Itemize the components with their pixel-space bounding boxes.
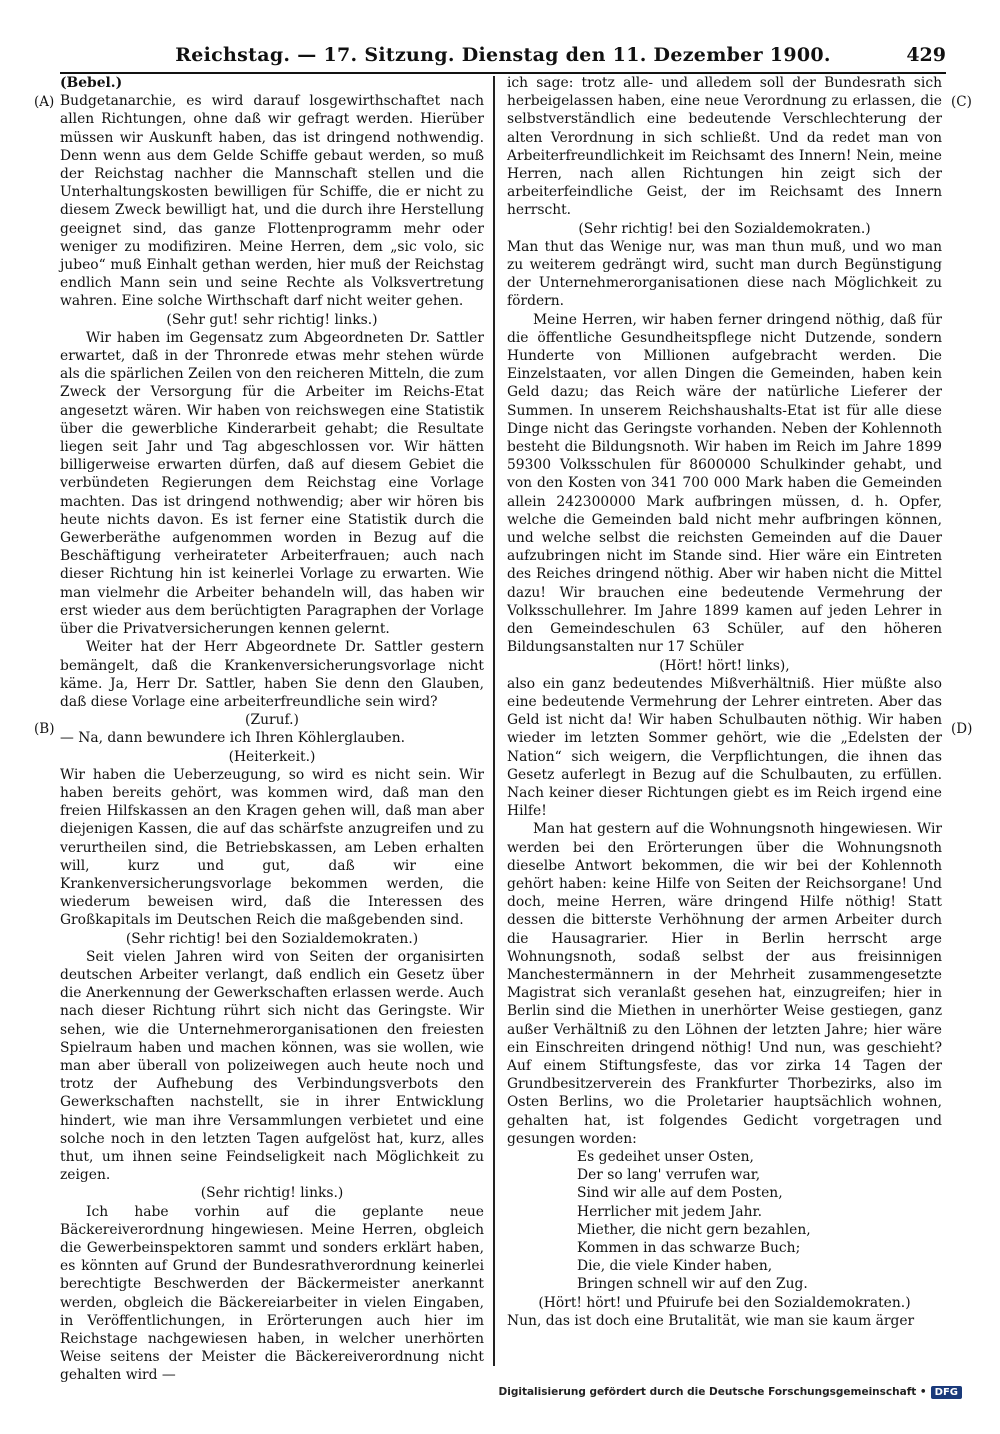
interjection: (Zuruf.): [245, 712, 299, 729]
left-column: [60, 74, 484, 1384]
credit-text: Digitalisierung gefördert durch die Deutsche Forschungsgemeinschaft •: [498, 1386, 927, 1398]
running-title: Reichstag. — 17. Sitzung. Dienstag den 11. Dezember 1900.: [175, 44, 831, 66]
page-number: 429: [906, 44, 946, 66]
paragraph: Wir haben im Gegensatz zum Abgeordneten Dr. Sattler erwartet, daß in der Thronrede etwas mehr stehen würde als die spärlichen Zeilen von den reicheren Mitteln, die zum Zweck der Versorgung für die Arbeiter im Reichs-Etat angesetzt wären. Wir haben von reichswegen eine Statistik über die gewerbliche Kinderarbeit gehabt; die Resultate liegen seit Jahr und Tag abgeschlossen vor. Wir hätten billigerweise erwarten dürfen, daß auf diesem Gebiet die verbündeten Regierungen dem Reichstag eine Vorlage machten. Das ist dringend nothwendig; aber wir hören bis heute nichts davon. Es ist ferner eine Statistik durch die Gewerberäthe aufgenommen worden in Bezug auf die Beschäftigung verheirateter Arbeiterfrauen; auch nach dieser Richtung hin ist keinerlei Vorlage zu erwarten. Wie man vielmehr die Arbeiter behandeln will, das haben wir erst wieder aus dem berüchtigten Paragraphen der Vorlage über die Privatversicherungen kennen gelernt.: [60, 329, 484, 638]
paragraph: Weiter hat der Herr Abgeordnete Dr. Sattler gestern bemängelt, daß die Krankenversicherungsvorlage nicht käme. Ja, Herr Dr. Sattler, haben Sie denn den Glauben, daß diese Vorlage eine arbeiterfreundliche sein wird?: [60, 639, 484, 710]
interjection: (Hört! hört! links),: [659, 657, 790, 674]
poem-line: Es gedeihet unser Osten,: [577, 1148, 754, 1165]
interjection: (Hört! hört! und Pfuirufe bei den Sozialdemokraten.): [538, 1294, 911, 1311]
interjection: (Sehr richtig! bei den Sozialdemokraten.): [578, 220, 871, 237]
paragraph: Nun, das ist doch eine Brutalität, wie man sie kaum ärger: [507, 1312, 915, 1329]
paragraph: Meine Herren, wir haben ferner dringend nöthig, daß für die öffentliche Gesundheitspflege nicht Dutzende, sondern Hunderte von Millionen aufgebracht werden. Die Einzelstaaten, vor allen Dingen die Gemeinden, haben kein Geld dazu; das Reich wäre der natürliche Lieferer der Summen. In unserem Reichshaushalts-Etat ist für alle diese Dinge nicht das Geringste vorhanden. Neben der Kohlennoth besteht die Bildungsnoth. Wir haben im Reich im Jahre 1899 59300 Volksschulen für 8600000 Schulkinder gehabt, und von den Kosten von 341 700 000 Mark haben die Gemeinden allein 242300000 Mark aufbringen müssen, d. h. Opfer, welche die Gemeinden bald nicht mehr aufbringen können, und welche selbst die reichsten Gemeinden auf die Dauer aufzubringen nicht im Stande sind. Hier wäre ein Eintreten des Reiches dringend nöthig. Aber wir haben nicht die Mittel dazu! Wir brauchen eine bedeutende Vermehrung der Volksschullehrer. Im Jahre 1899 kamen auf jeden Lehrer in den Gemeindeschulen 63 Schüler, auf den höheren Bildungsanstalten nur 17 Schüler: [507, 311, 942, 656]
digitization-credit: [499, 1386, 962, 1399]
poem-line: Miether, die nicht gern bezahlen,: [577, 1221, 811, 1238]
poem-line: Bringen schnell wir auf den Zug.: [577, 1276, 808, 1293]
poem-line: Die, die viele Kinder haben,: [577, 1258, 773, 1275]
margin-marker-a: (A): [34, 94, 55, 110]
right-column: [507, 74, 942, 1364]
paragraph: — Na, dann bewundere ich Ihren Köhlerglauben.: [60, 730, 406, 747]
paragraph: Seit vielen Jahren wird von Seiten der organisirten deutschen Arbeiter verlangt, daß endlich ein Gesetz über die Anerkennung der Gewerkschaften erlassen werde. Auch nach dieser Richtung rührt sich nicht das Geringste. Wir sehen, wie die Unternehmerorganisationen den freiesten Spielraum haben und machen können, was sie wollen, wie man aber überall von polizeiwegen auch heute noch und trotz der Aufhebung des Verbindungsverbots den Gewerkschaften nachstellt, sie in ihrer Entwicklung hindert, wie man ihre Versammlungen verbietet und eine solche noch in den letzten Tagen aufgelöst hat, kurz, alles thut, um ihnen seine Feindseligkeit nach Möglichkeit zu zeigen.: [60, 948, 484, 1184]
margin-marker-c: (C): [951, 94, 972, 110]
dfg-logo: DFG: [931, 1386, 962, 1399]
interjection: (Heiterkeit.): [228, 748, 316, 765]
poem-line: Herrlicher mit jedem Jahr.: [577, 1203, 763, 1220]
poem-line: Kommen in das schwarze Buch;: [577, 1240, 801, 1256]
paragraph: Ich habe vorhin auf die geplante neue Bäckereiverordnung hingewiesen. Meine Herren, obgleich die Gewerbeinspektoren sammt und sonders erklärt haben, es könnten auf Grund der Bundesrathverordnung keinerlei berechtigte Beschwerden der Bäckermeister anerkannt werden, obgleich die Bäckereiarbeiter in vielen Eingaben, in Veröffentlichungen, in Erörterungen auch hier im Reichstage nachgewiesen haben, in welcher unerhörten Weise seitens der Meister die Bäckereiverordnung nicht gehalten wird —: [60, 1203, 484, 1384]
paragraph: also ein ganz bedeutendes Mißverhältniß. Hier müßte also eine bedeutende Vermehrung der Lehrer eintreten. Aber das Geld ist nicht da! Wir haben Schulbauten nöthig. Wir haben wieder im letzten Sommer gehört, wie die „Edelsten der Nation“ sich weigern, die Verpflichtungen, die ihnen das Gesetz auferlegt in Bezug auf die Schulbauten, zu erfüllen. Nach keiner dieser Richtungen giebt es im Reich irgend eine Hilfe!: [507, 675, 942, 820]
column-divider: [493, 76, 495, 1366]
margin-marker-b: (B): [34, 721, 55, 737]
interjection: (Sehr richtig! links.): [200, 1185, 344, 1202]
paragraph: Wir haben die Ueberzeugung, so wird es nicht sein. Wir haben bereits gehört, was kommen wird, daß man den freien Hilfskassen an den Kragen gehen will, daß man aber diejenigen Kassen, die auf das schärfste anzugreifen und zu verurtheilen sind, die Betriebskassen, am Leben erhalten will, kurz und gut, daß wir eine Krankenversicherungsvorlage bekommen werden, die wiederum beweisen wird, daß die Interessen des Großkapitals im Deutschen Reich die maßgebenden sind.: [60, 766, 484, 929]
paragraph: ich sage: trotz alle- und alledem soll der Bundesrath sich herbeigelassen haben, eine neue Verordnung zu erlassen, die selbstverständlich eine bedeutende Verschlechterung der alten Verordnung in sich schließt. Und da redet man von Arbeiterfreundlichkeit im Reichsamt des Innern! Nein, meine Herren, nach allen Richtungen hin zeigt sich der arbeiterfeindliche Geist, der im Reichsamt des Innern herrscht.: [507, 75, 942, 219]
page-header: [60, 44, 946, 70]
speaker-label: (Bebel.): [60, 75, 123, 91]
poem-line: Sind wir alle auf dem Posten,: [577, 1185, 783, 1202]
paragraph: Man thut das Wenige nur, was man thun muß, und wo man zu weiterem gedrängt wird, sucht man durch Begünstigung der Unternehmerorganisationen diese nach Möglichkeit zu fördern.: [507, 238, 942, 310]
margin-marker-d: (D): [951, 721, 973, 737]
poem: [577, 1148, 942, 1294]
interjection: (Sehr gut! sehr richtig! links.): [166, 311, 378, 328]
paragraph: Man hat gestern auf die Wohnungsnoth hingewiesen. Wir werden bei den Erörterungen über die Wohnungsnoth dieselbe Antwort bekommen, die wir bei der Kohlennoth gehört haben: keine Hilfe von Seiten der Reichsorgane! Und doch, meine Herren, wäre dringend Hilfe nöthig! Statt dessen die bitterste Verhöhnung der armen Arbeiter durch die Hausagrarier. Hier in Berlin herrscht arge Wohnungsnoth, sodaß selbst der aus freisinnigen Manchestermännern in der Mehrheit zusammengesetzte Magistrat sich veranlaßt gesehen hat, einzugreifen; hier in Berlin sind die Miethen in unerhörter Weise gestiegen, ganz außer Verhältniß zu den Löhnen der letzten Jahre; hier wäre ein Einschreiten dringend nöthig! Und nun, was geschieht? Auf einem Stiftungsfeste, das vor zirka 14 Tagen der Grundbesitzerverein des Frankfurter Thorbezirks, also im Osten Berlins, wo die Proletarier hauptsächlich wohnen, gehalten hat, ist folgendes Gedicht vorgetragen und gesungen worden:: [507, 821, 942, 1147]
poem-line: Der so lang' verrufen war,: [577, 1167, 761, 1184]
interjection: (Sehr richtig! bei den Sozialdemokraten.): [125, 930, 419, 947]
paragraph: Budgetanarchie, es wird darauf losgewirthschaftet nach allen Richtungen, ohne daß wir gefragt werden. Hierüber müssen wir Auskunft haben, das ist dringend nothwendig. Denn wenn aus dem Gelde Schiffe gebaut werden, so muß der Reichstag nachher die Mannschaft stellen und die Unterhaltungskosten bewilligen für Schiffe, die er nicht zu diesem Zweck bewilligt hat, und die durch ihre Herstellung geeignet sind, das ganze Flottenprogramm mehr oder weniger zu modifiziren. Meine Herren, dem „sic volo, sic jubeo“ muß Einhalt gethan werden, hier muß der Reichstag endlich Mann sein und seine Rechte als Volksvertretung wahren. Eine solche Wirthschaft darf nicht weiter gehen.: [60, 93, 484, 310]
